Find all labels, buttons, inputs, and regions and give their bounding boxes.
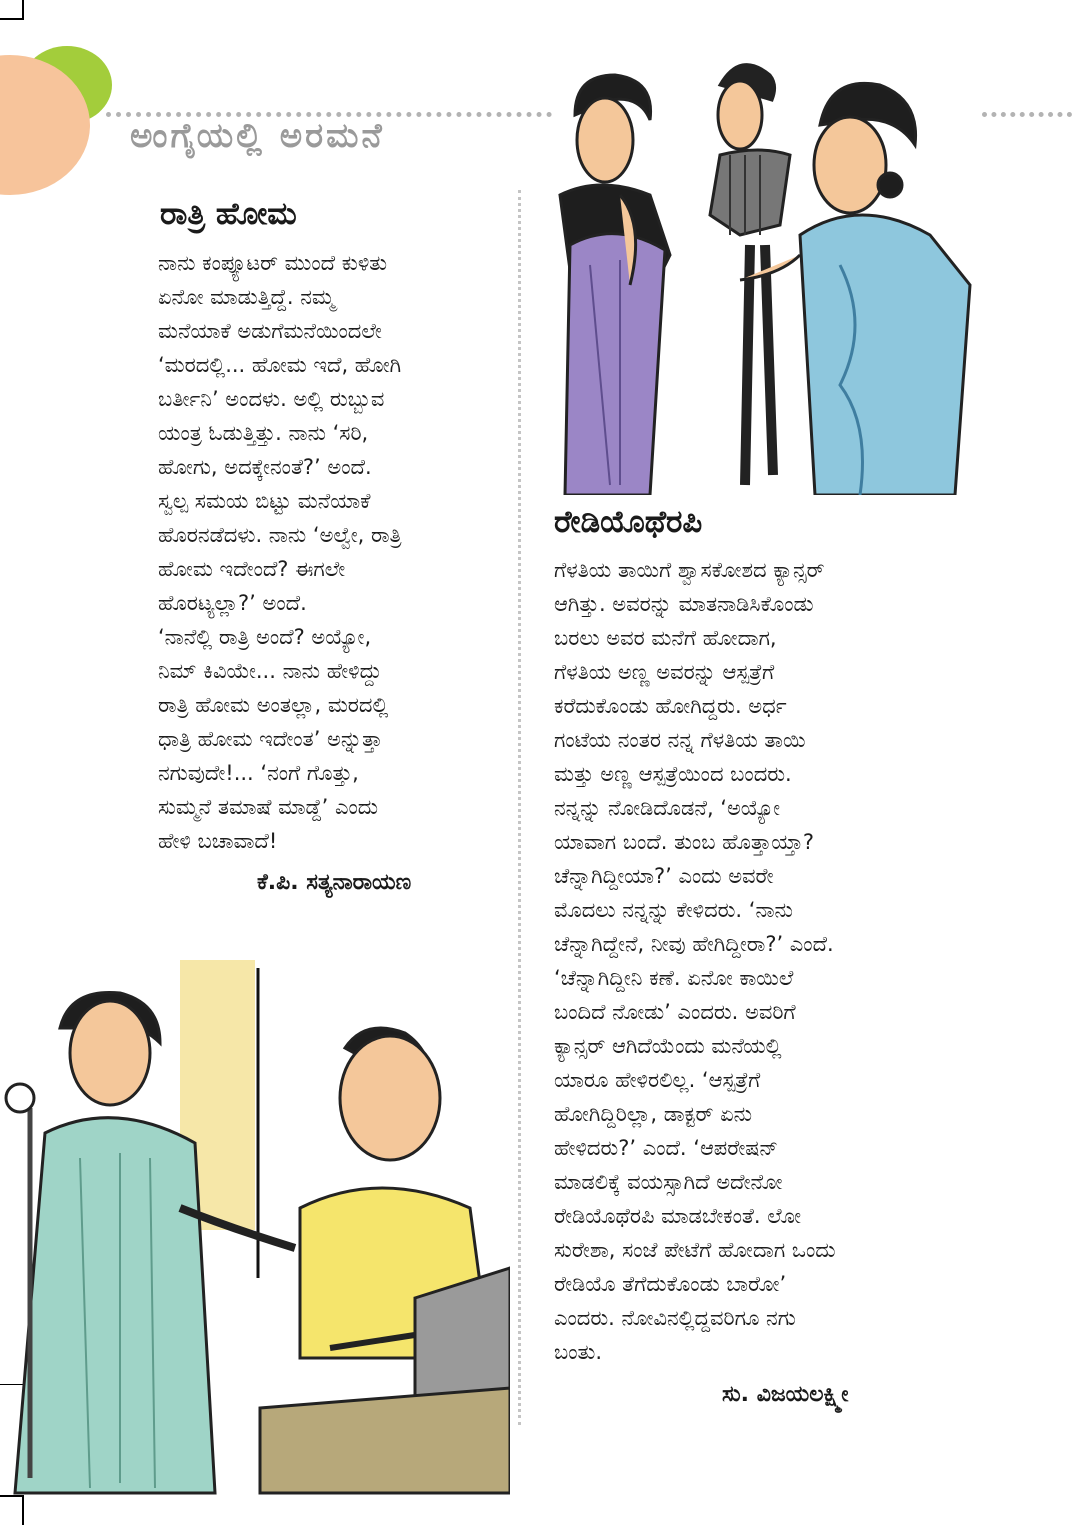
story-body-ratri-homa: ನಾನು ಕಂಪ್ಯೂಟರ್ ಮುಂದೆ ಕುಳಿತು ಏನೋ ಮಾಡುತ್ತಿದ್ದೆ. ನಮ್ಮ ಮನೆಯಾಕೆ ಅಡುಗೆಮನೆಯಿಂದಲೇ ‘ಮರದಲ್ಲಿ... ಹೋಮ ಇದೆ, ಹೋಗಿ ಬರ್ತೀನಿ’ ಅಂದಳು. ಅಲ್ಲಿ ರುಬ್ಬುವ ಯಂತ್ರ ಓಡುತ್ತಿತ್ತು. ನಾನು ‘ಸರಿ, ಹೋಗು, ಅದಕ್ಕೇನಂತೆ?’ ಅಂದೆ. ಸ್ವಲ್ಪ ಸಮಯ ಬಿಟ್ಟು ಮನೆಯಾಕೆ ಹೊರನಡೆದಳು. ನಾನು ‘ಅಲ್ವೇ, ರಾತ್ರಿ ಹೋಮ ಇದೇಂದೆ? ಈಗಲೇ ಹೊರಟ್ಯಲ್ಲಾ?’ ಅಂದೆ. ‘ನಾನೆಲ್ಲಿ ರಾತ್ರಿ ಅಂದೆ? ಅಯ್ಯೋ, ನಿಮ್ ಕಿವಿಯೇ... ನಾನು ಹೇಳಿದ್ದು ರಾತ್ರಿ ಹೋಮ ಅಂತಲ್ಲಾ, ಮರದಲ್ಲಿ ಧಾತ್ರಿ ಹೋಮ ಇದೇಂತ’ ಅನ್ನುತ್ತಾ ನಗುವುದೇ!... ‘ನಂಗೆ ಗೊತ್ತು, ಸುಮ್ಮನೆ ತಮಾಷೆ ಮಾಡ್ದೆ’ ಎಂದು ಹೇಳಿ ಬಚಾವಾದೆ!	[158, 251, 402, 853]
story-author-2: ಸು. ವಿಜಯಲಕ್ಷ್ಮೀ	[722, 1382, 849, 1407]
story-body-radiotherapy: ಗೆಳತಿಯ ತಾಯಿಗೆ ಶ್ವಾಸಕೋಶದ ಕ್ಯಾನ್ಸರ್ ಆಗಿತ್ತು. ಅವರನ್ನು ಮಾತನಾಡಿಸಿಕೊಂಡು ಬರಲು ಅವರ ಮನೆಗೆ ಹೋದಾಗ, ಗೆಳತಿಯ ಅಣ್ಣ ಅವರನ್ನು ಆಸ್ಪತ್ರೆಗೆ ಕರೆದುಕೊಂಡು ಹೋಗಿದ್ದರು. ಅರ್ಧ ಗಂಟೆಯ ನಂತರ ನನ್ನ ಗೆಳತಿಯ ತಾಯಿ ಮತ್ತು ಅಣ್ಣ ಆಸ್ಪತ್ರೆಯಿಂದ ಬಂದರು. ನನ್ನನ್ನು ನೋಡಿದೊಡನೆ, ‘ಅಯ್ಯೋ ಯಾವಾಗ ಬಂದೆ. ತುಂಬ ಹೊತ್ತಾಯ್ತಾ? ಚೆನ್ನಾಗಿದ್ದೀಯಾ?’ ಎಂದು ಅವರೇ ಮೊದಲು ನನ್ನನ್ನು ಕೇಳಿದರು. ‘ನಾನು ಚೆನ್ನಾಗಿದ್ದೇನೆ, ನೀವು ಹೇಗಿದ್ದೀರಾ?’ ಎಂದೆ. ‘ಚೆನ್ನಾಗಿದ್ದೀನಿ ಕಣೆ. ಏನೋ ಕಾಯಿಲೆ ಬಂದಿದೆ ನೋಡು’ ಎಂದರು. ಅವರಿಗೆ ಕ್ಯಾನ್ಸರ್ ಆಗಿದೆಯೆಂದು ಮನೆಯಲ್ಲಿ ಯಾರೂ ಹೇಳಿರಲಿಲ್ಲ. ‘ಆಸ್ಪತ್ರೆಗೆ ಹೋಗಿದ್ದಿರಿಲ್ಲಾ, ಡಾಕ್ಟರ್ ಏನು ಹೇಳಿದರು?’ ಎಂದೆ. ‘ಆಪರೇಷನ್ ಮಾಡಲಿಕ್ಕೆ ವಯಸ್ಸಾಗಿದೆ ಅದೇನೋ ರೇಡಿಯೊಥೆರಪಿ ಮಾಡಬೇಕಂತೆ. ಲೋ ಸುರೇಶಾ, ಸಂಜೆ ಪೇಟೆಗೆ ಹೋದಾಗ ಒಂದು ರೇಡಿಯೊ ತೆಗೆದುಕೊಂಡು ಬಾರೋ’ ಎಂದರು. ನೋವಿನಲ್ಲಿದ್ದವರಿಗೂ ನಗು ಬಂತು.	[554, 558, 836, 1364]
story-author-1: ಕೆ.ಪಿ. ಸತ್ಯನಾರಾಯಣ	[257, 870, 412, 895]
illustration-two-women-and-man	[550, 45, 982, 495]
column-divider	[518, 190, 521, 1425]
man-figure	[710, 65, 790, 485]
illustration-wife-and-husband-at-computer	[0, 958, 510, 1498]
story-title-radiotherapy: ರೇಡಿಯೊಥೆರಪಿ	[554, 504, 703, 540]
header-dotted-rule-right	[982, 112, 1072, 117]
section-title: ಅಂಗೈಯಲ್ಲಿ ಅರಮನೆ	[130, 116, 385, 156]
story-title-ratri-homa: ರಾತ್ರಿ ಹೋಮ	[160, 196, 297, 232]
woman-purple-saree-figure	[560, 75, 670, 495]
